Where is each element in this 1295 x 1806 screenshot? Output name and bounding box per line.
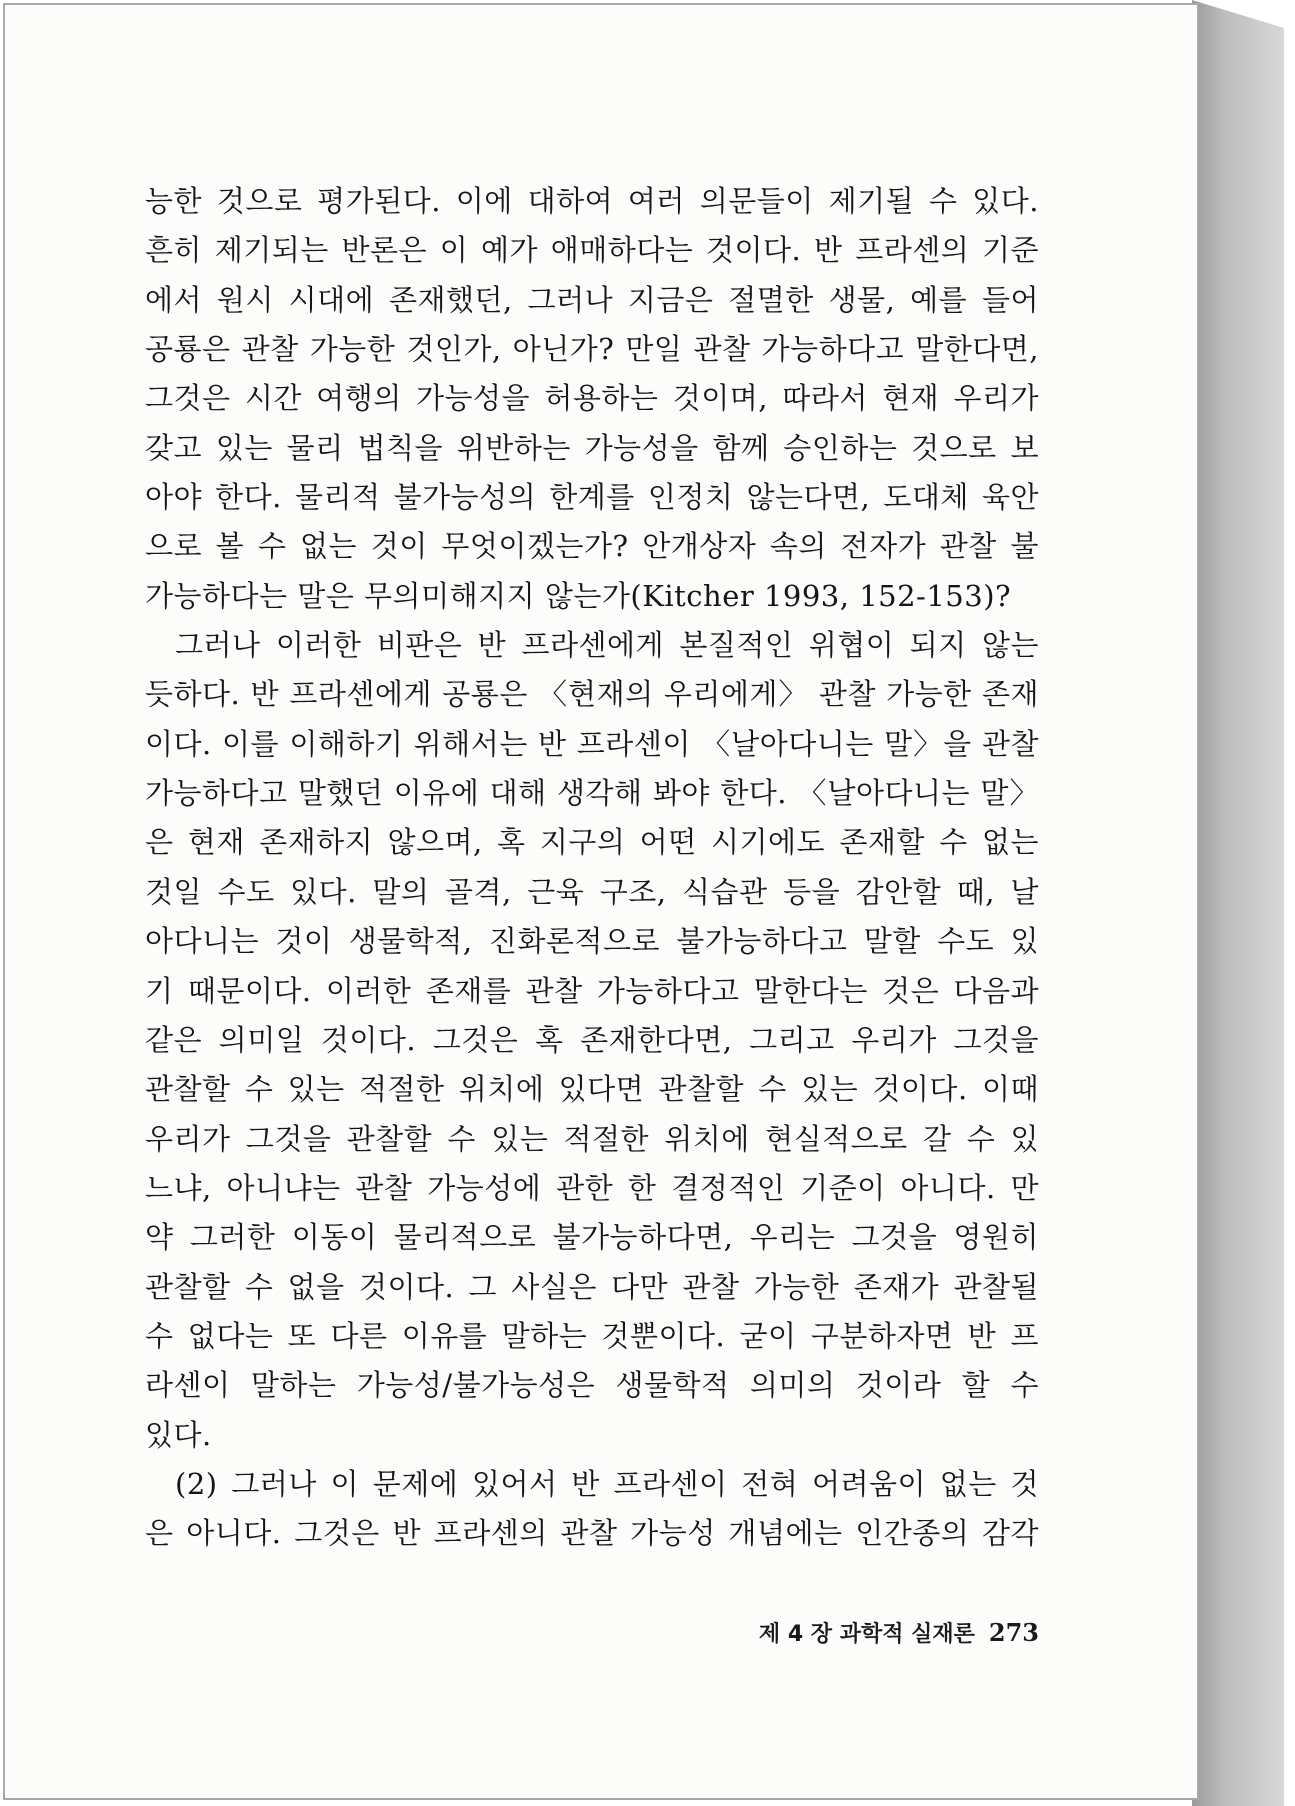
chapter-title: 제 4 장 과학적 실재론 bbox=[758, 1622, 975, 1647]
page-number: 273 bbox=[988, 1618, 1039, 1647]
text-line: 관찰할 수 없을 것이다. 그 사실은 다만 관찰 가능한 존재가 관찰될 bbox=[145, 1269, 1039, 1304]
text-line: 수 없다는 또 다른 이유를 말하는 것뿐이다. 굳이 구분하자면 반 프 bbox=[145, 1318, 1039, 1353]
text-line: 가능하다는 말은 무의미해지지 않는가(Kitcher 1993, 152-153)? bbox=[145, 578, 1012, 613]
text-line: 아야 한다. 물리적 불가능성의 한계를 인정치 않는다면, 도대체 육안 bbox=[145, 480, 1039, 515]
text-line: 관찰할 수 있는 적절한 위치에 있다면 관찰할 수 있는 것이다. 이때 bbox=[145, 1072, 1039, 1107]
text-line: 은 아니다. 그것은 반 프라센의 관찰 가능성 개념에는 인간종의 감각 bbox=[145, 1516, 1039, 1551]
text-line: 약 그러한 이동이 물리적으로 불가능하다면, 우리는 그것을 영원히 bbox=[145, 1220, 1039, 1255]
text-line: 능한 것으로 평가된다. 이에 대하여 여러 의문들이 제기될 수 있다. bbox=[145, 184, 1039, 218]
text-line: 갖고 있는 물리 법칙을 위반하는 가능성을 함께 승인하는 것으로 보 bbox=[145, 430, 1039, 465]
text-line: 기 때문이다. 이러한 존재를 관찰 가능하다고 말한다는 것은 다음과 bbox=[145, 973, 1039, 1008]
paragraph-start-line: (2) 그러나 이 문제에 있어서 반 프라센이 전혀 어려움이 없는 것 bbox=[175, 1466, 1039, 1501]
text-line: 있다. bbox=[145, 1417, 212, 1452]
text-line: 우리가 그것을 관찰할 수 있는 적절한 위치에 현실적으로 갈 수 있 bbox=[145, 1121, 1039, 1156]
page-edge-corner bbox=[1192, 0, 1284, 28]
text-line: 공룡은 관찰 가능한 것인가, 아닌가? 만일 관찰 가능하다고 말한다면, bbox=[145, 332, 1039, 367]
text-line: 가능하다고 말했던 이유에 대해 생각해 봐야 한다. 〈날아다니는 말〉 bbox=[145, 776, 1039, 811]
text-line: 느냐, 아니냐는 관찰 가능성에 관한 한 결정적인 기준이 아니다. 만 bbox=[145, 1170, 1039, 1205]
body-text bbox=[145, 177, 1039, 1559]
text-line: 라센이 말하는 가능성/불가능성은 생물학적 의미의 것이라 할 수 bbox=[145, 1368, 1039, 1403]
text-line: 으로 볼 수 없는 것이 무엇이겠는가? 안개상자 속의 전자가 관찰 불 bbox=[145, 529, 1039, 564]
text-line: 에서 원시 시대에 존재했던, 그러나 지금은 절멸한 생물, 예를 들어 bbox=[145, 282, 1039, 317]
book-page bbox=[3, 3, 1199, 1800]
text-line: 아다니는 것이 생물학적, 진화론적으로 불가능하다고 말할 수도 있 bbox=[145, 924, 1039, 959]
text-line: 은 현재 존재하지 않으며, 혹 지구의 어떤 시기에도 존재할 수 없는 bbox=[145, 825, 1039, 860]
text-line: 이다. 이를 이해하기 위해서는 반 프라센이 〈날아다니는 말〉을 관찰 bbox=[145, 726, 1039, 761]
text-line: 흔히 제기되는 반론은 이 예가 애매하다는 것이다. 반 프라센의 기준 bbox=[145, 233, 1039, 268]
page-edge-shadow bbox=[1192, 0, 1284, 1806]
text-line: 같은 의미일 것이다. 그것은 혹 존재한다면, 그리고 우리가 그것을 bbox=[145, 1022, 1039, 1057]
text-line: 듯하다. 반 프라센에게 공룡은 〈현재의 우리에게〉 관찰 가능한 존재 bbox=[145, 677, 1039, 712]
paragraph-start-line: 그러나 이러한 비판은 반 프라센에게 본질적인 위협이 되지 않는 bbox=[175, 628, 1039, 663]
running-footer bbox=[745, 1617, 1039, 1648]
text-line: 그것은 시간 여행의 가능성을 허용하는 것이며, 따라서 현재 우리가 bbox=[145, 381, 1039, 416]
text-line: 것일 수도 있다. 말의 골격, 근육 구조, 식습관 등을 감안할 때, 날 bbox=[145, 874, 1039, 909]
